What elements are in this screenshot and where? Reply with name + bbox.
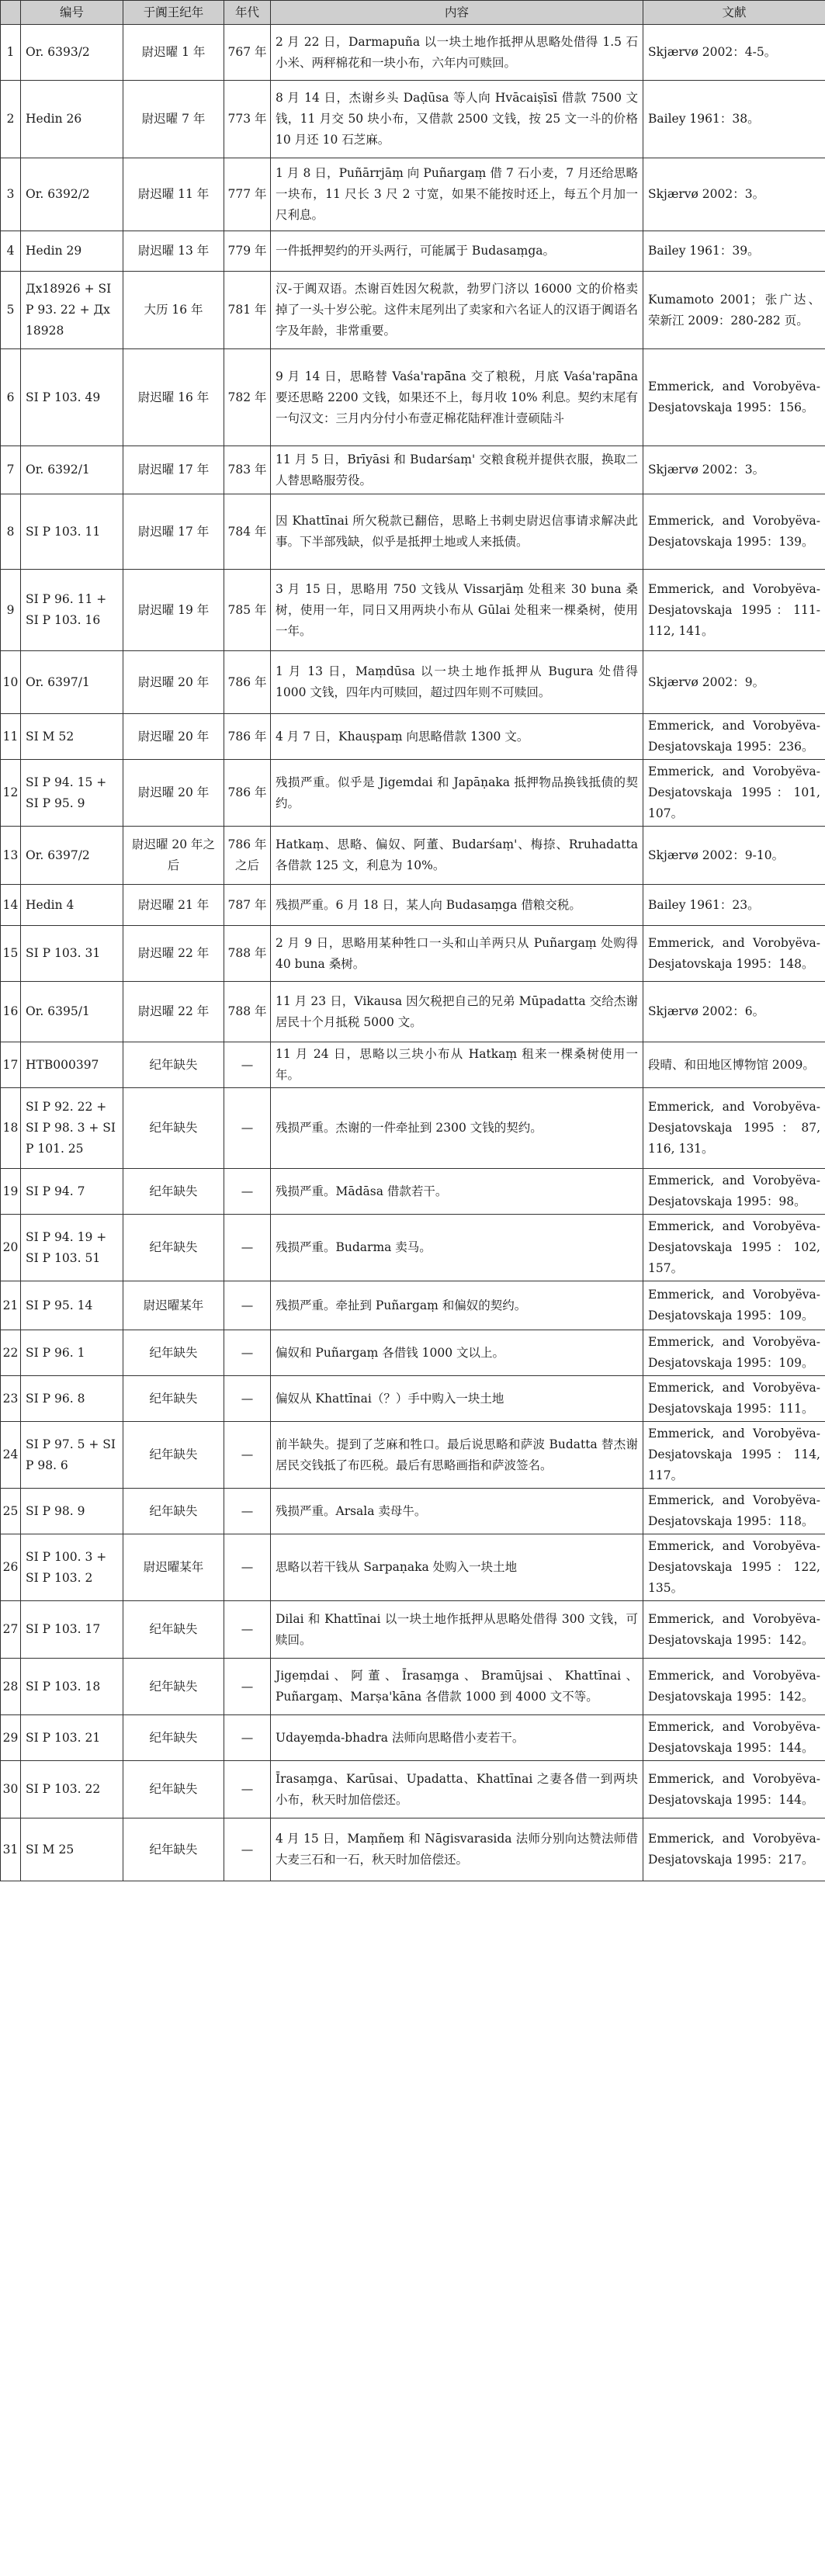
cell-content: Īrasaṃga、Karūsai、Upadatta、Khattīnai 之妻各借一到两块小布，秋天时加倍偿还。 xyxy=(271,1761,643,1818)
cell-era: 尉迟曜 16 年 xyxy=(123,349,224,446)
cell-content: 1 月 8 日，Puñārrjāṃ 向 Puñargaṃ 借 7 石小麦，7 月还给思略一块布，11 尺长 3 尺 2 寸宽，如果不能按时还上，每五个月加一尺利息。 xyxy=(271,158,643,231)
cell-id: SI P 97. 5 + SI P 98. 6 xyxy=(21,1422,123,1489)
cell-content: 思略以若干钱从 Sarpaṇaka 处购入一块土地 xyxy=(271,1534,643,1601)
cell-year: 787 年 xyxy=(224,885,271,926)
table-row xyxy=(1,1715,825,1761)
cell-year: — xyxy=(224,1330,271,1376)
cell-number: 8 xyxy=(1,494,21,570)
cell-content: 一件抵押契约的开头两行，可能属于 Budasaṃga。 xyxy=(271,231,643,272)
cell-number: 2 xyxy=(1,81,21,158)
cell-era: 尉迟曜 20 年 xyxy=(123,760,224,827)
cell-id: Hedin 4 xyxy=(21,885,123,926)
cell-reference: Emmerick, and Vorobyёva-Desjatovskaja 1995：122, 135。 xyxy=(643,1534,825,1601)
table-row xyxy=(1,1818,825,1881)
cell-number: 4 xyxy=(1,231,21,272)
cell-content: Hatkaṃ、思略、偏奴、阿董、Budarśaṃ'、梅捺、Rruhadatta 各借款 125 文，利息为 10%。 xyxy=(271,827,643,885)
cell-id: SI P 94. 19 + SI P 103. 51 xyxy=(21,1215,123,1281)
cell-id: SI M 25 xyxy=(21,1818,123,1881)
cell-era: 尉迟曜 17 年 xyxy=(123,446,224,494)
cell-id: Or. 6395/1 xyxy=(21,982,123,1042)
cell-content: 9 月 14 日，思略替 Vaśa'rapā̃na 交了粮税，月底 Vaśa'rapā̃na 要还思略 2200 文钱，如果还不上，每月收 10% 利息。契约末尾有一句汉文：三月内分付小布壹疋棉花陆秤准计壹硕陆斗 xyxy=(271,349,643,446)
cell-number: 7 xyxy=(1,446,21,494)
table-row xyxy=(1,1281,825,1330)
cell-reference: Skjærvø 2002：9。 xyxy=(643,651,825,714)
cell-id: SI P 103. 22 xyxy=(21,1761,123,1818)
cell-content: 4 月 15 日，Maṃñeṃ 和 Nāgisvarasida 法师分别向达赞法师借大麦三石和一石，秋天时加倍偿还。 xyxy=(271,1818,643,1881)
cell-year: 782 年 xyxy=(224,349,271,446)
cell-reference: Kumamoto 2001；张广达、荣新江 2009：280-282 页。 xyxy=(643,272,825,349)
cell-reference: Emmerick, and Vorobyёva-Desjatovskaja 1995：142。 xyxy=(643,1659,825,1715)
table-row xyxy=(1,885,825,926)
cell-year: 788 年 xyxy=(224,982,271,1042)
cell-content: 前半缺失。提到了芝麻和牲口。最后说思略和萨波 Budatta 替杰谢居民交钱抵了布匹税。最后有思略画指和萨波签名。 xyxy=(271,1422,643,1489)
cell-year: 788 年 xyxy=(224,926,271,982)
cell-reference: Emmerick, and Vorobyёva-Desjatovskaja 1995：111-112, 141。 xyxy=(643,570,825,651)
header-reference: 文献 xyxy=(643,1,825,25)
cell-reference: Skjærvø 2002：3。 xyxy=(643,158,825,231)
table-row xyxy=(1,827,825,885)
cell-reference: Emmerick, and Vorobyёva-Desjatovskaja 1995：144。 xyxy=(643,1761,825,1818)
cell-content: 11 月 23 日，Vikausa 因欠税把自己的兄弟 Mūpadatta 交给杰谢居民十个月抵税 5000 文。 xyxy=(271,982,643,1042)
cell-number: 13 xyxy=(1,827,21,885)
cell-reference: 段晴、和田地区博物馆 2009。 xyxy=(643,1042,825,1088)
cell-id: SI P 96. 1 xyxy=(21,1330,123,1376)
table-row xyxy=(1,714,825,760)
cell-id: SI P 100. 3 + SI P 103. 2 xyxy=(21,1534,123,1601)
header-no xyxy=(1,1,21,25)
header-era: 于阗王纪年 xyxy=(123,1,224,25)
cell-content: 8 月 14 日，杰谢乡头 Daḍūsa 等人向 Hvācaiṣīsī 借款 7500 文钱，11 月交 50 块小布，又借款 2500 文钱，按 25 文一斗的价格 10 月还 10 石芝麻。 xyxy=(271,81,643,158)
cell-era: 纪年缺失 xyxy=(123,1376,224,1422)
cell-era: 尉迟曜 22 年 xyxy=(123,926,224,982)
table-row xyxy=(1,446,825,494)
cell-id: SI P 94. 7 xyxy=(21,1169,123,1215)
cell-id: Дх18926 + SI P 93. 22 + Дх 18928 xyxy=(21,272,123,349)
cell-reference: Emmerick, and Vorobyёva-Desjatovskaja 1995：142。 xyxy=(643,1601,825,1659)
cell-era: 尉迟曜 20 年之后 xyxy=(123,827,224,885)
table-row xyxy=(1,1042,825,1088)
header-year: 年代 xyxy=(224,1,271,25)
cell-number: 27 xyxy=(1,1601,21,1659)
cell-content: 3 月 15 日，思略用 750 文钱从 Vissarjāṃ 处租来 30 buna 桑树，使用一年，同日又用两块小布从 Gūlai 处租来一棵桑树，使用一年。 xyxy=(271,570,643,651)
header-content: 内容 xyxy=(271,1,643,25)
cell-id: Hedin 26 xyxy=(21,81,123,158)
cell-era: 纪年缺失 xyxy=(123,1489,224,1534)
cell-year: 786 年 xyxy=(224,760,271,827)
cell-year: 781 年 xyxy=(224,272,271,349)
cell-content: 偏奴从 Khattīnai（？）手中购入一块土地 xyxy=(271,1376,643,1422)
cell-era: 纪年缺失 xyxy=(123,1422,224,1489)
table-row xyxy=(1,651,825,714)
table-body xyxy=(1,25,825,1881)
cell-era: 尉迟曜 11 年 xyxy=(123,158,224,231)
cell-content: 残损严重。杰谢的一件牵扯到 2300 文钱的契约。 xyxy=(271,1088,643,1169)
cell-year: — xyxy=(224,1215,271,1281)
cell-year: 786 年 xyxy=(224,651,271,714)
table-row xyxy=(1,1534,825,1601)
cell-number: 1 xyxy=(1,25,21,81)
cell-number: 28 xyxy=(1,1659,21,1715)
cell-year: 779 年 xyxy=(224,231,271,272)
header-row xyxy=(1,1,825,25)
cell-number: 22 xyxy=(1,1330,21,1376)
cell-id: SI P 103. 31 xyxy=(21,926,123,982)
cell-era: 尉迟曜 13 年 xyxy=(123,231,224,272)
cell-reference: Emmerick, and Vorobyёva-Desjatovskaja 1995：148。 xyxy=(643,926,825,982)
table-row xyxy=(1,1088,825,1169)
cell-year: 783 年 xyxy=(224,446,271,494)
cell-reference: Bailey 1961：39。 xyxy=(643,231,825,272)
cell-content: Jigeṃdai、阿董、Īrasaṃga、Bramūjsai、Khattīnai、Puñargaṃ、Marṣa'kāna 各借款 1000 到 4000 文不等。 xyxy=(271,1659,643,1715)
cell-number: 23 xyxy=(1,1376,21,1422)
cell-era: 尉迟曜 7 年 xyxy=(123,81,224,158)
cell-year: — xyxy=(224,1489,271,1534)
cell-reference: Emmerick, and Vorobyёva-Desjatovskaja 1995：87, 116, 131。 xyxy=(643,1088,825,1169)
cell-content: 残损严重。牵扯到 Puñargaṃ 和偏奴的契约。 xyxy=(271,1281,643,1330)
cell-year: — xyxy=(224,1281,271,1330)
cell-content: 2 月 22 日，Darmapuña 以一块土地作抵押从思略处借得 1.5 石小米、两秤棉花和一块小布，六年内可赎回。 xyxy=(271,25,643,81)
cell-content: 残损严重。Arsala 卖母牛。 xyxy=(271,1489,643,1534)
cell-era: 纪年缺失 xyxy=(123,1818,224,1881)
cell-content: 偏奴和 Puñargaṃ 各借钱 1000 文以上。 xyxy=(271,1330,643,1376)
cell-reference: Skjærvø 2002：4-5。 xyxy=(643,25,825,81)
cell-number: 14 xyxy=(1,885,21,926)
cell-id: Or. 6393/2 xyxy=(21,25,123,81)
cell-reference: Emmerick, and Vorobyёva-Desjatovskaja 1995：109。 xyxy=(643,1281,825,1330)
cell-year: — xyxy=(224,1376,271,1422)
cell-era: 纪年缺失 xyxy=(123,1330,224,1376)
cell-content: 残损严重。Mādāsa 借款若干。 xyxy=(271,1169,643,1215)
cell-number: 3 xyxy=(1,158,21,231)
cell-year: 777 年 xyxy=(224,158,271,231)
cell-id: Or. 6397/2 xyxy=(21,827,123,885)
cell-year: — xyxy=(224,1818,271,1881)
table-row xyxy=(1,1376,825,1422)
cell-reference: Bailey 1961：23。 xyxy=(643,885,825,926)
cell-reference: Skjærvø 2002：6。 xyxy=(643,982,825,1042)
cell-number: 26 xyxy=(1,1534,21,1601)
cell-reference: Emmerick, and Vorobyёva-Desjatovskaja 1995：156。 xyxy=(643,349,825,446)
cell-content: 残损严重。似乎是 Jigemdai 和 Japāṇaka 抵押物品换钱抵债的契约。 xyxy=(271,760,643,827)
cell-number: 30 xyxy=(1,1761,21,1818)
cell-era: 纪年缺失 xyxy=(123,1169,224,1215)
cell-number: 24 xyxy=(1,1422,21,1489)
cell-id: Or. 6392/1 xyxy=(21,446,123,494)
table-row xyxy=(1,25,825,81)
cell-id: SI P 103. 11 xyxy=(21,494,123,570)
cell-number: 31 xyxy=(1,1818,21,1881)
cell-year: — xyxy=(224,1534,271,1601)
cell-year: — xyxy=(224,1169,271,1215)
cell-era: 纪年缺失 xyxy=(123,1659,224,1715)
cell-year: — xyxy=(224,1761,271,1818)
cell-reference: Emmerick, and Vorobyёva-Desjatovskaja 1995：101, 107。 xyxy=(643,760,825,827)
cell-number: 5 xyxy=(1,272,21,349)
cell-id: SI P 96. 8 xyxy=(21,1376,123,1422)
cell-content: 11 月 5 日，Brīyāsi 和 Budarśaṃ' 交粮食税并提供衣服，换取二人替思略服劳役。 xyxy=(271,446,643,494)
cell-era: 尉迟曜 20 年 xyxy=(123,714,224,760)
cell-id: SI P 96. 11 + SI P 103. 16 xyxy=(21,570,123,651)
table-row xyxy=(1,1659,825,1715)
cell-era: 大历 16 年 xyxy=(123,272,224,349)
cell-era: 纪年缺失 xyxy=(123,1215,224,1281)
cell-year: — xyxy=(224,1088,271,1169)
cell-content: Udayeṃda-bhadra 法师向思略借小麦若干。 xyxy=(271,1715,643,1761)
table-row xyxy=(1,982,825,1042)
table-row xyxy=(1,272,825,349)
table-row xyxy=(1,926,825,982)
table-row xyxy=(1,570,825,651)
cell-era: 纪年缺失 xyxy=(123,1715,224,1761)
cell-era: 尉迟曜 17 年 xyxy=(123,494,224,570)
table-row xyxy=(1,1215,825,1281)
cell-reference: Emmerick, and Vorobyёva-Desjatovskaja 1995：139。 xyxy=(643,494,825,570)
cell-era: 尉迟曜 1 年 xyxy=(123,25,224,81)
table-row xyxy=(1,231,825,272)
cell-year: 786 年 xyxy=(224,714,271,760)
cell-number: 25 xyxy=(1,1489,21,1534)
cell-era: 尉迟曜 22 年 xyxy=(123,982,224,1042)
cell-reference: Emmerick, and Vorobyёva-Desjatovskaja 1995：236。 xyxy=(643,714,825,760)
cell-id: SI P 103. 49 xyxy=(21,349,123,446)
cell-year: 784 年 xyxy=(224,494,271,570)
cell-content: 残损严重。Budarma 卖马。 xyxy=(271,1215,643,1281)
cell-id: SI P 103. 17 xyxy=(21,1601,123,1659)
table-row xyxy=(1,1761,825,1818)
table-row xyxy=(1,1169,825,1215)
cell-id: SI P 94. 15 + SI P 95. 9 xyxy=(21,760,123,827)
cell-era: 尉迟曜 19 年 xyxy=(123,570,224,651)
cell-number: 15 xyxy=(1,926,21,982)
cell-number: 20 xyxy=(1,1215,21,1281)
cell-year: 767 年 xyxy=(224,25,271,81)
cell-content: 11 月 24 日，思略以三块小布从 Hatkaṃ 租来一棵桑树使用一年。 xyxy=(271,1042,643,1088)
table-row xyxy=(1,1330,825,1376)
cell-reference: Skjærvø 2002：3。 xyxy=(643,446,825,494)
cell-year: 773 年 xyxy=(224,81,271,158)
cell-year: — xyxy=(224,1715,271,1761)
table-row xyxy=(1,1489,825,1534)
cell-year: 786 年之后 xyxy=(224,827,271,885)
cell-id: SI P 103. 18 xyxy=(21,1659,123,1715)
cell-year: — xyxy=(224,1422,271,1489)
cell-id: SI P 95. 14 xyxy=(21,1281,123,1330)
cell-id: SI P 92. 22 + SI P 98. 3 + SI P 101. 25 xyxy=(21,1088,123,1169)
table-row xyxy=(1,158,825,231)
cell-content: 因 Khattīnai 所欠税款已翻倍，思略上书刺史尉迟信事请求解决此事。下半部残缺，似乎是抵押土地或人来抵债。 xyxy=(271,494,643,570)
cell-number: 10 xyxy=(1,651,21,714)
cell-number: 19 xyxy=(1,1169,21,1215)
cell-id: Hedin 29 xyxy=(21,231,123,272)
cell-era: 纪年缺失 xyxy=(123,1761,224,1818)
cell-year: — xyxy=(224,1659,271,1715)
cell-era: 纪年缺失 xyxy=(123,1601,224,1659)
table-row xyxy=(1,349,825,446)
cell-content: 汉-于阗双语。杰谢百姓因欠税款，勃罗门济以 16000 文的价格卖掉了一头十岁公驼。这件末尾列出了卖家和六名证人的汉语于阗语名字及年龄，非常重要。 xyxy=(271,272,643,349)
cell-number: 6 xyxy=(1,349,21,446)
cell-content: 2 月 9 日，思略用某种牲口一头和山羊两只从 Puñargaṃ 处购得 40 buna 桑树。 xyxy=(271,926,643,982)
cell-number: 29 xyxy=(1,1715,21,1761)
cell-reference: Emmerick, and Vorobyёva-Desjatovskaja 1995：111。 xyxy=(643,1376,825,1422)
cell-number: 12 xyxy=(1,760,21,827)
table-row xyxy=(1,81,825,158)
cell-content: 4 月 7 日，Khauṣpaṃ 向思略借款 1300 文。 xyxy=(271,714,643,760)
cell-era: 尉迟曜某年 xyxy=(123,1281,224,1330)
cell-year: 785 年 xyxy=(224,570,271,651)
cell-number: 9 xyxy=(1,570,21,651)
cell-year: — xyxy=(224,1601,271,1659)
table-row xyxy=(1,494,825,570)
table-row xyxy=(1,760,825,827)
table-header xyxy=(1,1,825,25)
cell-id: SI M 52 xyxy=(21,714,123,760)
cell-year: — xyxy=(224,1042,271,1088)
cell-id: HTB000397 xyxy=(21,1042,123,1088)
cell-id: SI P 103. 21 xyxy=(21,1715,123,1761)
cell-reference: Emmerick, and Vorobyёva-Desjatovskaja 1995：102, 157。 xyxy=(643,1215,825,1281)
cell-era: 纪年缺失 xyxy=(123,1088,224,1169)
cell-era: 尉迟曜 21 年 xyxy=(123,885,224,926)
cell-reference: Emmerick, and Vorobyёva-Desjatovskaja 1995：109。 xyxy=(643,1330,825,1376)
cell-reference: Emmerick, and Vorobyёva-Desjatovskaja 1995：114, 117。 xyxy=(643,1422,825,1489)
table-row xyxy=(1,1601,825,1659)
cell-content: Dilai 和 Khattīnai 以一块土地作抵押从思略处借得 300 文钱，可赎回。 xyxy=(271,1601,643,1659)
header-id: 编号 xyxy=(21,1,123,25)
table-row xyxy=(1,1422,825,1489)
cell-reference: Bailey 1961：38。 xyxy=(643,81,825,158)
cell-number: 17 xyxy=(1,1042,21,1088)
cell-era: 尉迟曜 20 年 xyxy=(123,651,224,714)
cell-id: Or. 6392/2 xyxy=(21,158,123,231)
cell-reference: Emmerick, and Vorobyёva-Desjatovskaja 1995：144。 xyxy=(643,1715,825,1761)
cell-era: 纪年缺失 xyxy=(123,1042,224,1088)
cell-era: 尉迟曜某年 xyxy=(123,1534,224,1601)
cell-reference: Skjærvø 2002：9-10。 xyxy=(643,827,825,885)
cell-content: 残损严重。6 月 18 日，某人向 Budasaṃga 借粮交税。 xyxy=(271,885,643,926)
cell-content: 1 月 13 日，Maṃdūsa 以一块土地作抵押从 Bugura 处借得 1000 文钱，四年内可赎回，超过四年则不可赎回。 xyxy=(271,651,643,714)
cell-number: 16 xyxy=(1,982,21,1042)
cell-id: SI P 98. 9 xyxy=(21,1489,123,1534)
cell-number: 18 xyxy=(1,1088,21,1169)
cell-id: Or. 6397/1 xyxy=(21,651,123,714)
cell-reference: Emmerick, and Vorobyёva-Desjatovskaja 1995：98。 xyxy=(643,1169,825,1215)
cell-number: 11 xyxy=(1,714,21,760)
cell-reference: Emmerick, and Vorobyёva-Desjatovskaja 1995：118。 xyxy=(643,1489,825,1534)
cell-reference: Emmerick, and Vorobyёva-Desjatovskaja 1995：217。 xyxy=(643,1818,825,1881)
cell-number: 21 xyxy=(1,1281,21,1330)
